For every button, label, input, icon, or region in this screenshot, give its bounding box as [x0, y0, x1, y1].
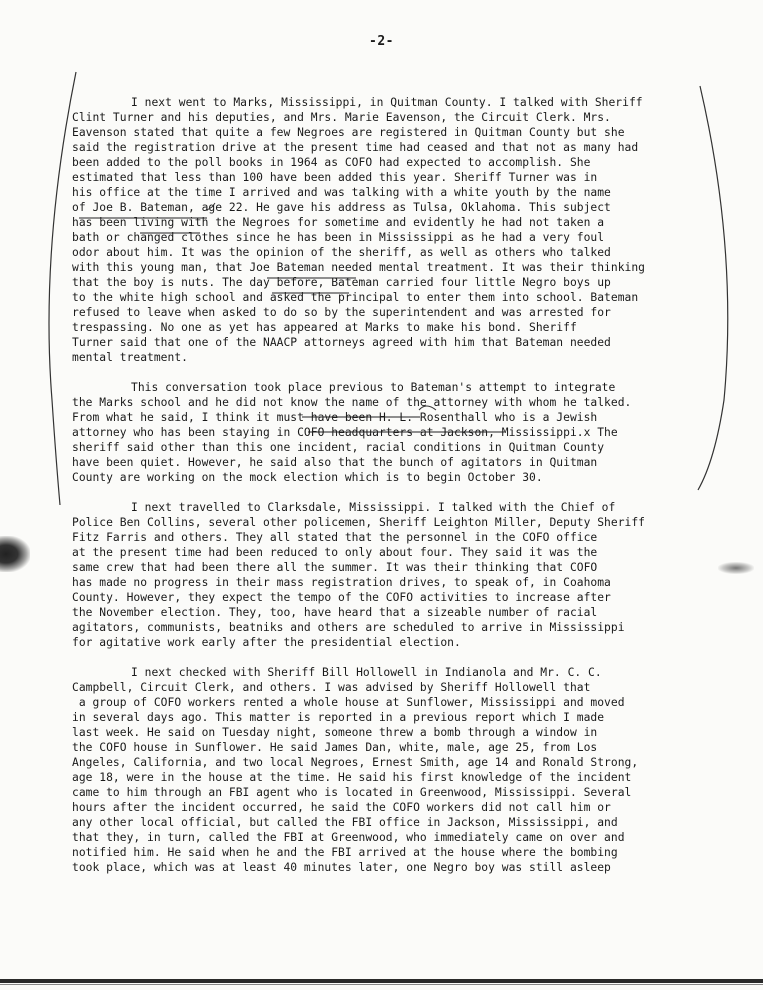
text-line: took place, which was at least 40 minutes later, one Negro boy was still asleep	[72, 861, 611, 874]
scan-smudge-left	[0, 536, 30, 572]
text-line: with this young man, that Joe Bateman needed mental treatment. It was their thinking	[72, 261, 645, 274]
text-line: been added to the poll books in 1964 as COFO had expected to accomplish. She	[72, 156, 591, 169]
text-line: Turner said that one of the NAACP attorneys agreed with him that Bateman needed	[72, 336, 611, 349]
text-line: Angeles, California, and two local Negroes, Ernest Smith, age 14 and Ronald Strong,	[72, 756, 639, 769]
text-line: at the present time had been reduced to only about four. They said it was the	[72, 546, 598, 559]
text-line: I next checked with Sheriff Bill Hollowell in Indianola and Mr. C. C.	[131, 666, 602, 679]
text-line: that the boy is nuts. The day before, Bateman carried four little Negro boys up	[72, 276, 611, 289]
page-number: -2-	[369, 34, 394, 49]
text-line: trespassing. No one as yet has appeared at Marks to make his bond. Sheriff	[72, 321, 577, 334]
text-line: From what he said, I think it must have been H. L. Rosenthall who is a Jewish	[72, 411, 598, 424]
text-line: I next travelled to Clarksdale, Mississippi. I talked with the Chief of	[131, 501, 616, 514]
text-line: odor about him. It was the opinion of the sheriff, as well as others who talked	[72, 246, 611, 259]
text-line: to the white high school and asked the principal to enter them into school. Bateman	[72, 291, 639, 304]
text-line: estimated that less than 100 have been added this year. Sheriff Turner was in	[72, 171, 598, 184]
left-bracket-mark	[49, 72, 76, 505]
text-line: Clint Turner and his deputies, and Mrs. Marie Eavenson, the Circuit Clerk. Mrs.	[72, 111, 611, 124]
right-bracket-mark	[698, 86, 728, 490]
scan-smudge-right	[718, 562, 754, 574]
text-line: sheriff said other than this one incident, racial conditions in Quitman County	[72, 441, 605, 454]
text-line: attorney who has been staying in COFO headquarters at Jackson, Mississippi.x The	[72, 426, 618, 439]
text-line: that they, in turn, called the FBI at Greenwood, who immediately came on over and	[72, 831, 625, 844]
text-line: age 18, were in the house at the time. He said his first knowledge of the incident	[72, 771, 632, 784]
text-line: agitators, communists, beatniks and others are scheduled to arrive in Mississippi	[72, 621, 625, 634]
text-line: have been quiet. However, he said also that the bunch of agitators in Quitman	[72, 456, 598, 469]
text-line: same crew that had been there all the summer. It was their thinking that COFO	[72, 561, 598, 574]
text-line: bath or changed clothes since he has been in Mississippi as he had a very foul	[72, 231, 605, 244]
scan-bottom-edge-thin	[0, 984, 763, 985]
text-line: last week. He said on Tuesday night, someone threw a bomb through a window in	[72, 726, 598, 739]
text-line: Fitz Farris and others. They all stated that the personnel in the COFO office	[72, 531, 598, 544]
text-line: of Joe B. Bateman, age 22. He gave his address as Tulsa, Oklahoma. This subject	[72, 201, 611, 214]
text-line: hours after the incident occurred, he said the COFO workers did not call him or	[72, 801, 611, 814]
text-line: came to him through an FBI agent who is located in Greenwood, Mississippi. Several	[72, 786, 632, 799]
text-line: I next went to Marks, Mississippi, in Quitman County. I talked with Sheriff	[131, 96, 643, 109]
text-line: Eavenson stated that quite a few Negroes are registered in Quitman County but she	[72, 126, 625, 139]
text-line: any other local official, but called the FBI office in Jackson, Mississippi, and	[72, 816, 618, 829]
text-line: Campbell, Circuit Clerk, and others. I was advised by Sheriff Hollowell that	[72, 681, 591, 694]
text-line: a group of COFO workers rented a whole house at Sunflower, Mississippi and moved	[72, 696, 625, 709]
text-line: has been living with the Negroes for sometime and evidently he had not taken a	[72, 216, 605, 229]
text-line: County. However, they expect the tempo of the COFO activities to increase after	[72, 591, 611, 604]
text-line: said the registration drive at the present time had ceased and that not as many had	[72, 141, 639, 154]
text-line: County are working on the mock election which is to begin October 30.	[72, 471, 543, 484]
pencil-circle-who	[419, 406, 436, 410]
text-line: has made no progress in their mass registration drives, to speak of, in Coahoma	[72, 576, 611, 589]
scan-bottom-edge	[0, 979, 763, 983]
text-line: the Marks school and he did not know the name of the attorney with whom he talked.	[72, 396, 632, 409]
text-line: notified him. He said when he and the FBI arrived at the house where the bombing	[72, 846, 618, 859]
text-line: his office at the time I arrived and was talking with a white youth by the name	[72, 186, 611, 199]
text-line: This conversation took place previous to Bateman's attempt to integrate	[131, 381, 616, 394]
text-line: Police Ben Collins, several other policemen, Sheriff Leighton Miller, Deputy Sheriff	[72, 516, 645, 529]
text-line: the November election. They, too, have heard that a sizeable number of racial	[72, 606, 598, 619]
text-line: refused to leave when asked to do so by the superintendent and was arrested for	[72, 306, 611, 319]
text-line: the COFO house in Sunflower. He said James Dan, white, male, age 25, from Los	[72, 741, 598, 754]
pencil-check-mark	[207, 203, 215, 210]
text-line: in several days ago. This matter is reported in a previous report which I made	[72, 711, 605, 724]
text-line: for agitative work early after the presidential election.	[72, 636, 461, 649]
text-line: mental treatment.	[72, 351, 188, 364]
